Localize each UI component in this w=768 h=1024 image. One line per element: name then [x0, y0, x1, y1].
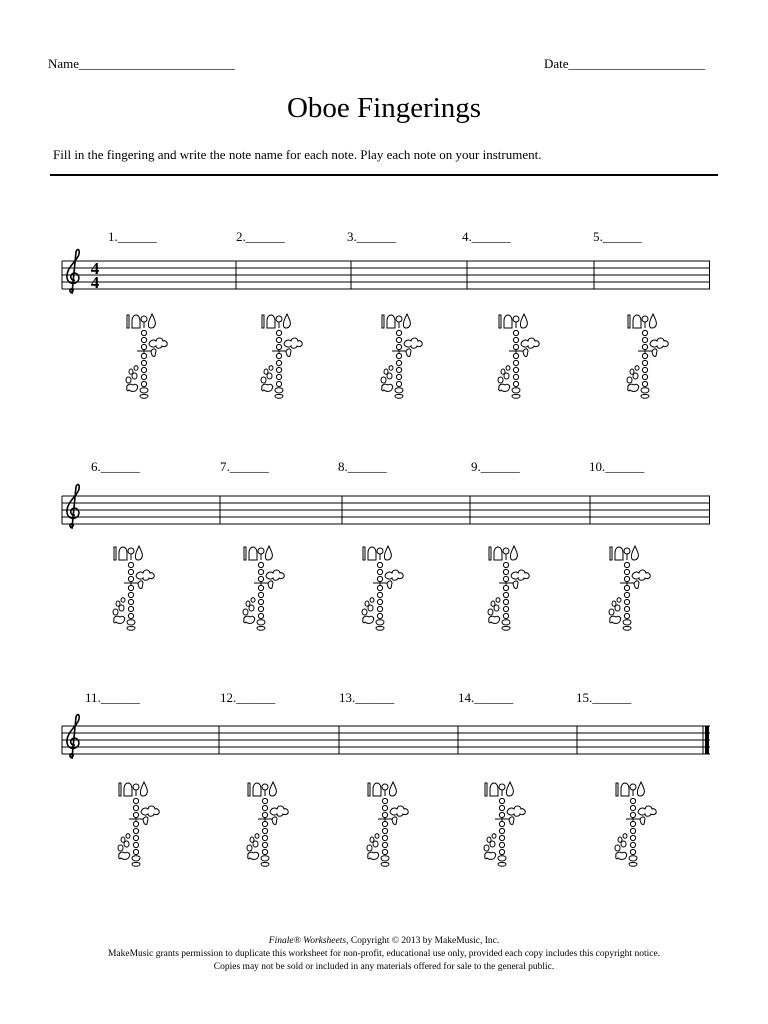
- fingering-chart-icon: [258, 310, 308, 425]
- fingering-chart-icon: [378, 310, 428, 425]
- footer-copyright: [0, 935, 768, 948]
- fingering-chart-icon: [364, 778, 414, 893]
- note-number-label: 2.______: [236, 229, 285, 244]
- fingering-chart-icon: [359, 542, 409, 657]
- note-number-label: 1.______: [108, 229, 157, 244]
- time-signature-top: 4: [90, 259, 100, 278]
- fingering-chart-icon: [606, 542, 656, 657]
- note-number-label: 9.______: [471, 459, 520, 474]
- note-number-label: 11.______: [85, 690, 140, 705]
- footer-copyright-text: , Copyright © 2013 by MakeMusic, Inc.: [346, 936, 500, 946]
- final-barline: [705, 726, 709, 754]
- note-number-label: 13.______: [339, 690, 395, 705]
- fingering-chart-icon: [110, 542, 160, 657]
- fingering-chart-icon: [240, 542, 290, 657]
- note-number-label: 5.______: [593, 229, 642, 244]
- header-divider: [50, 174, 718, 176]
- treble-clef-icon: [67, 485, 79, 528]
- note-number-label: 7.______: [220, 459, 269, 474]
- fingering-chart-icon: [485, 542, 535, 657]
- fingering-chart-icon: [123, 310, 173, 425]
- note-number-label: 12.______: [220, 690, 276, 705]
- footer-permission: MakeMusic grants permission to duplicate this worksheet for non-profit, educational use only, provided each copy includes this copyright notice.: [107, 949, 661, 959]
- fingering-chart-icon: [495, 310, 545, 425]
- note-number-label: 10.______: [589, 459, 645, 474]
- staff-3: [0, 705, 768, 765]
- page-title: Oboe Fingerings: [286, 92, 482, 124]
- treble-clef-icon: [67, 715, 79, 758]
- staff-2: [0, 475, 768, 535]
- fingering-chart-icon: [612, 778, 662, 893]
- instructions-text: Fill in the fingering and write the note name for each note. Play each note on your instrument.: [53, 147, 542, 162]
- fingering-chart-icon: [115, 778, 165, 893]
- treble-clef-icon: [67, 250, 79, 293]
- fingering-chart-icon: [481, 778, 531, 893]
- fingering-chart-icon: [244, 778, 294, 893]
- note-number-label: 4.______: [462, 229, 511, 244]
- note-number-label: 6.______: [91, 459, 140, 474]
- note-number-label: 3.______: [347, 229, 396, 244]
- date-field-label: Date_____________________: [544, 56, 706, 71]
- footer-restriction: Copies may not be sold or included in any materials offered for sale to the general public.: [213, 962, 555, 972]
- note-number-label: 14.______: [458, 690, 514, 705]
- staff-1: [0, 240, 768, 300]
- note-number-label: 8.______: [338, 459, 387, 474]
- fingering-chart-icon: [624, 310, 674, 425]
- name-field-label: Name________________________: [48, 56, 236, 71]
- footer-product-name: Finale® Worksheets: [268, 936, 347, 946]
- time-signature-bottom: 4: [90, 273, 100, 292]
- note-number-label: 15.______: [576, 690, 632, 705]
